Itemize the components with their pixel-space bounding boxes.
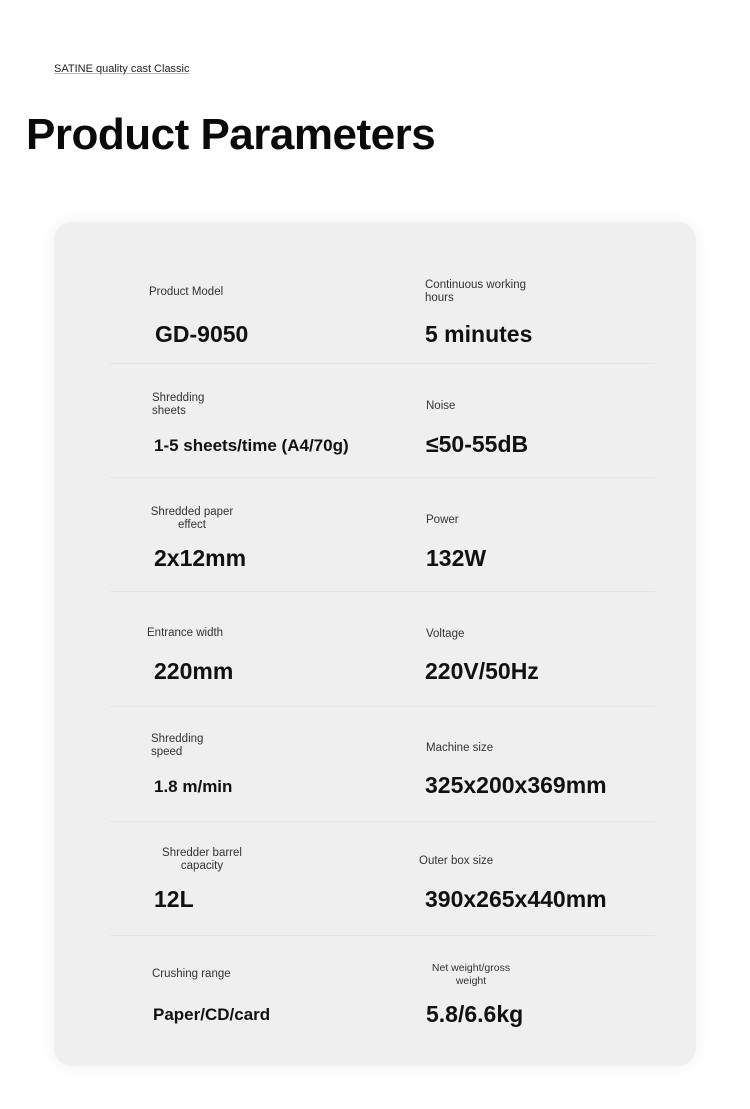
tagline: SATINE quality cast Classic <box>54 63 190 75</box>
row-divider <box>110 363 655 364</box>
param-value-shredding-sheets: 1-5 sheets/time (A4/70g) <box>154 436 349 455</box>
param-label-power: Power <box>426 514 459 526</box>
page-title: Product Parameters <box>26 110 436 159</box>
param-value-power: 132W <box>426 545 487 571</box>
param-value-entrance-width: 220mm <box>154 658 234 684</box>
param-label-working-hours: Continuous working hours <box>425 279 527 304</box>
row-divider <box>110 591 655 592</box>
param-value-outer-box-size: 390x265x440mm <box>425 886 607 912</box>
param-label-entrance-width: Entrance width <box>147 627 224 639</box>
param-label-machine-size: Machine size <box>426 742 494 754</box>
row-divider <box>110 706 655 707</box>
param-value-shredded-effect: 2x12mm <box>154 545 247 571</box>
param-label-product-model: Product Model <box>149 286 224 298</box>
param-value-product-model: GD-9050 <box>155 321 249 347</box>
row-divider <box>110 821 655 822</box>
param-label-barrel-capacity: Shredder barrel capacity <box>162 847 242 872</box>
param-value-weight: 5.8/6.6kg <box>426 1001 524 1027</box>
param-value-crushing-range: Paper/CD/card <box>153 1005 271 1024</box>
parameters-card <box>54 222 696 1066</box>
param-value-machine-size: 325x200x369mm <box>425 772 607 798</box>
param-label-outer-box-size: Outer box size <box>419 855 494 867</box>
param-label-shredding-speed: Shredding speed <box>151 733 204 758</box>
row-divider <box>110 477 655 478</box>
param-label-voltage: Voltage <box>426 628 465 640</box>
param-label-shredded-effect: Shredded paper effect <box>150 506 234 531</box>
param-value-barrel-capacity: 12L <box>154 886 194 912</box>
param-label-weight: Net weight/gross weight <box>431 962 511 987</box>
param-value-voltage: 220V/50Hz <box>425 658 539 684</box>
param-value-noise: ≤50-55dB <box>426 431 529 457</box>
param-label-shredding-sheets: Shredding sheets <box>152 392 205 417</box>
param-label-noise: Noise <box>426 400 456 412</box>
row-divider <box>110 935 655 936</box>
param-value-working-hours: 5 minutes <box>425 321 533 347</box>
param-label-crushing-range: Crushing range <box>152 968 231 980</box>
param-value-shredding-speed: 1.8 m/min <box>154 777 233 796</box>
